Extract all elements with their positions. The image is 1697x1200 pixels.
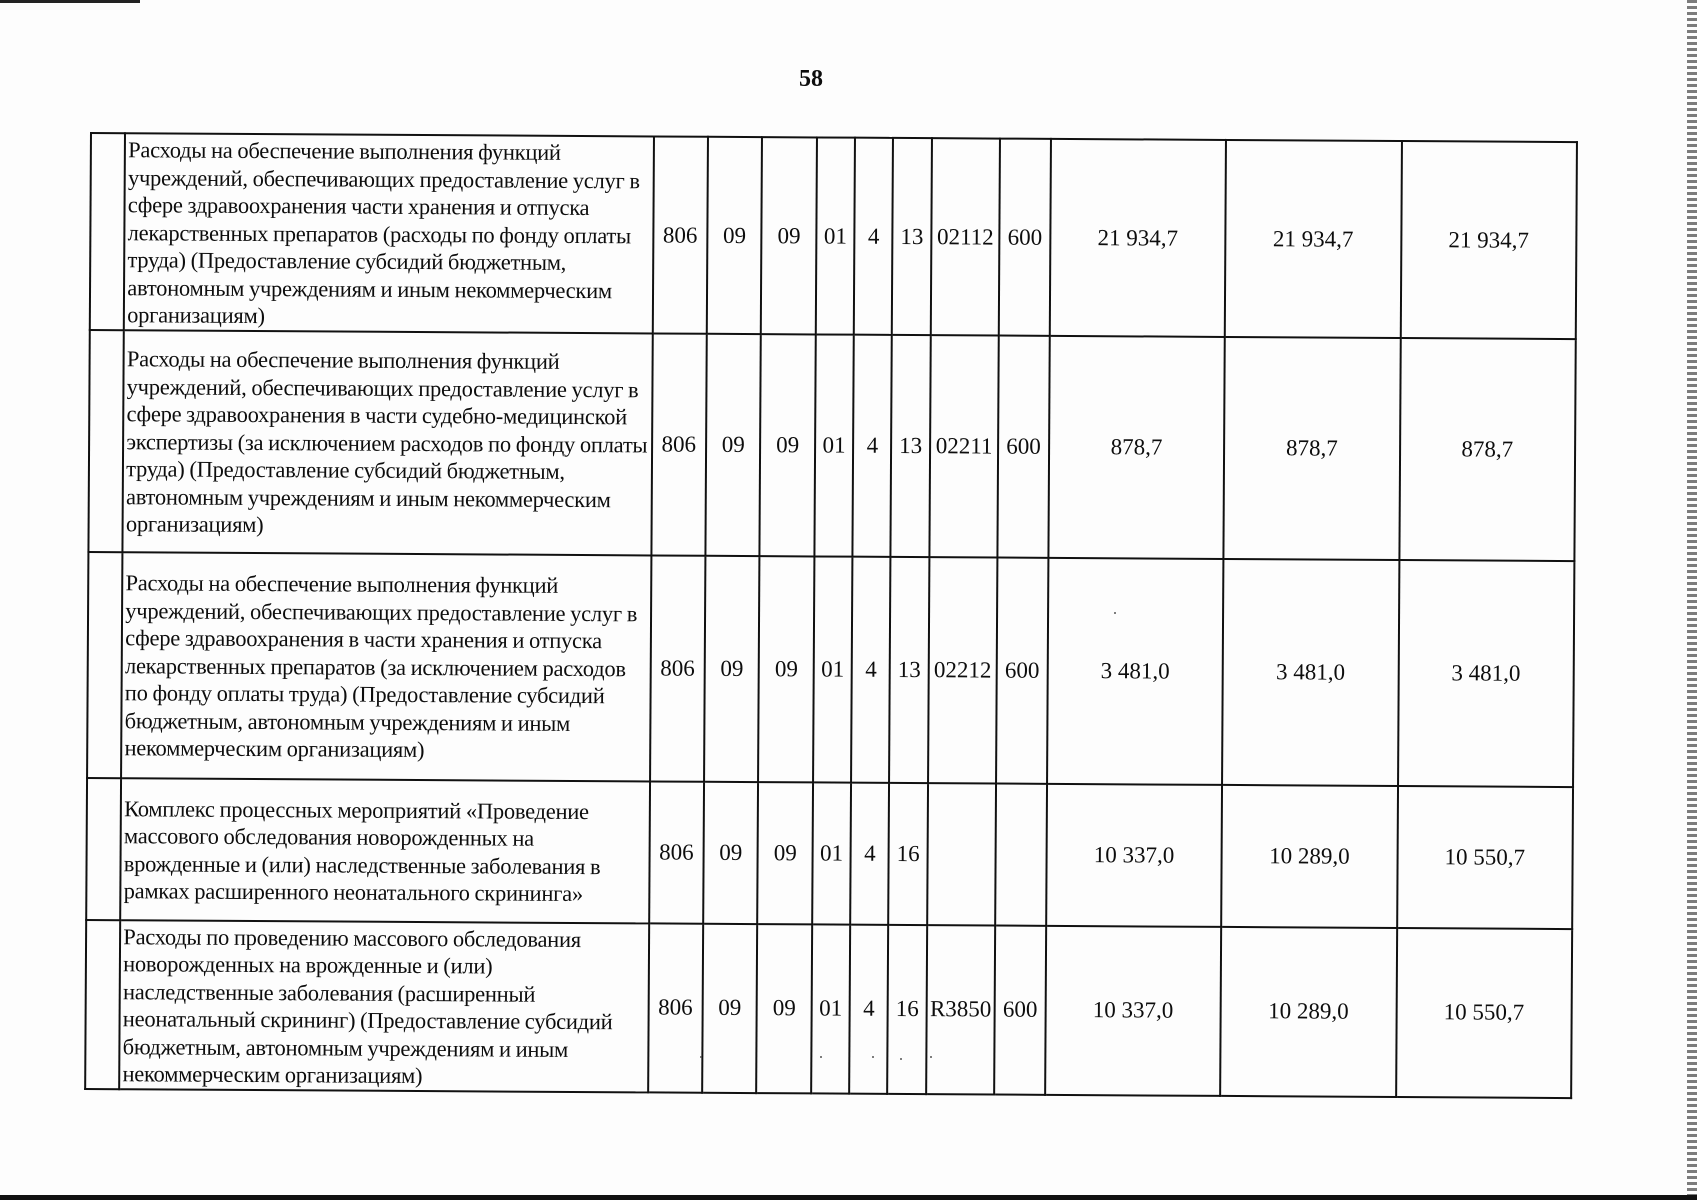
code-subprogram: 13 <box>892 138 931 335</box>
row-description: Расходы на обеспечение выполнения функций учреждений, обеспечивающих предоставление услуг в сфере здравоохранения в части судебно-медицинской экспертизы (за исключением расходов по фонду оплаты труда) (Предоставление субсидий бюджетным, автономным учреждениям и иным некоммерческим организациям) <box>123 330 653 555</box>
scan-speck <box>1114 612 1116 614</box>
amount-year-2: 10 289,0 <box>1220 926 1396 1096</box>
code-type: 4 <box>850 782 889 924</box>
code-section: 09 <box>703 781 758 923</box>
code-grbs: 806 <box>652 136 708 333</box>
row-number-cell <box>87 551 123 777</box>
scan-speck <box>930 1056 932 1058</box>
code-subprogram: 16 <box>888 924 927 1093</box>
scan-speck <box>700 1056 702 1058</box>
code-subprogram: 16 <box>889 782 928 924</box>
code-program: 01 <box>814 334 854 556</box>
amount-year-1: 10 337,0 <box>1046 783 1222 926</box>
code-expense-type: 600 <box>998 335 1050 557</box>
amount-year-2: 10 289,0 <box>1221 784 1397 927</box>
scan-bottom-bar <box>0 1195 1697 1200</box>
code-subsection: 09 <box>757 924 812 1093</box>
code-direction: R3850 <box>926 925 996 1094</box>
row-description: Расходы по проведению массового обследования новорожденных на врожденные и (или) наследственные заболевания (расширенный неонатальный скрининг) (Предоставление субсидий бюджетным, автономным учреждениям и иным некоммерческим организациям) <box>119 920 648 1092</box>
amount-year-2: 21 934,7 <box>1225 140 1402 338</box>
row-number-cell <box>88 330 124 552</box>
table-row <box>86 777 1573 928</box>
code-type: 4 <box>853 334 893 556</box>
code-expense-type: 600 <box>994 925 1045 1094</box>
table-row <box>90 133 1577 339</box>
scan-speck <box>872 1056 874 1058</box>
code-subsection: 09 <box>761 137 817 334</box>
code-grbs: 806 <box>648 923 703 1092</box>
code-section: 09 <box>702 923 757 1092</box>
table-row <box>87 551 1574 786</box>
amount-year-3: 3 481,0 <box>1398 560 1575 787</box>
code-direction: 02112 <box>931 138 1001 335</box>
scan-speck <box>900 1058 902 1060</box>
code-grbs: 806 <box>651 333 707 555</box>
top-rule <box>0 0 140 3</box>
amount-year-2: 878,7 <box>1224 336 1401 559</box>
amount-year-1: 10 337,0 <box>1045 925 1221 1095</box>
code-subsection: 09 <box>760 334 816 556</box>
budget-table <box>84 132 1578 1099</box>
page-number: 58 <box>799 66 823 92</box>
row-number-cell <box>90 133 125 330</box>
code-direction: 02212 <box>928 557 998 783</box>
scan-speck <box>820 1056 822 1058</box>
code-program: 01 <box>816 137 855 334</box>
code-expense-type: 600 <box>999 139 1051 336</box>
code-expense-type <box>995 783 1046 925</box>
code-subsection: 09 <box>758 782 813 924</box>
code-grbs: 806 <box>650 555 706 781</box>
code-section: 09 <box>707 137 763 334</box>
code-program: 01 <box>811 924 850 1093</box>
table-row <box>88 330 1575 561</box>
row-description: Расходы на обеспечение выполнения функций учреждений, обеспечивающих предоставление услуг в сфере здравоохранения в части хранения и отпуска лекарственных препаратов (за исключением расходов по фонду оплаты труда) (Предоставление субсидий бюджетным, автономным учреждениям и иным некоммерческим организациям) <box>121 552 651 781</box>
code-type: 4 <box>854 138 893 335</box>
table-row <box>85 919 1572 1097</box>
code-direction <box>927 783 996 925</box>
amount-year-3: 10 550,7 <box>1397 785 1573 928</box>
amount-year-3: 878,7 <box>1399 338 1576 561</box>
amount-year-3: 10 550,7 <box>1396 927 1573 1097</box>
amount-year-1: 878,7 <box>1048 335 1225 558</box>
code-subprogram: 13 <box>891 334 931 556</box>
row-number-cell <box>86 777 121 919</box>
row-description: Комплекс процессных мероприятий «Проведение массового обследования новорожденных на врожденные и (или) наследственные заболевания в рамках расширенного неонатального скрининга» <box>120 778 649 923</box>
code-section: 09 <box>705 333 761 555</box>
amount-year-1: 21 934,7 <box>1049 139 1226 337</box>
row-number-cell <box>85 919 120 1088</box>
code-type: 4 <box>851 556 891 782</box>
code-program: 01 <box>813 556 853 782</box>
amount-year-2: 3 481,0 <box>1222 558 1399 785</box>
code-type: 4 <box>849 924 888 1093</box>
code-direction: 02211 <box>929 335 999 557</box>
amount-year-1: 3 481,0 <box>1047 557 1224 784</box>
amount-year-3: 21 934,7 <box>1400 141 1577 339</box>
code-grbs: 806 <box>649 781 704 923</box>
code-expense-type: 600 <box>996 557 1048 783</box>
code-program: 01 <box>812 782 851 924</box>
code-subsection: 09 <box>758 556 814 782</box>
row-description: Расходы на обеспечение выполнения функций учреждений, обеспечивающих предоставление услуг в сфере здравоохранения части хранения и отпуска лекарственных препаратов (расходы по фонду оплаты труда) (Предоставление субсидий бюджетным, автономным учреждениям и иным некоммерческим организациям) <box>124 133 653 333</box>
code-section: 09 <box>704 555 760 781</box>
code-subprogram: 13 <box>889 556 929 782</box>
scan-right-edge <box>1687 0 1697 1195</box>
